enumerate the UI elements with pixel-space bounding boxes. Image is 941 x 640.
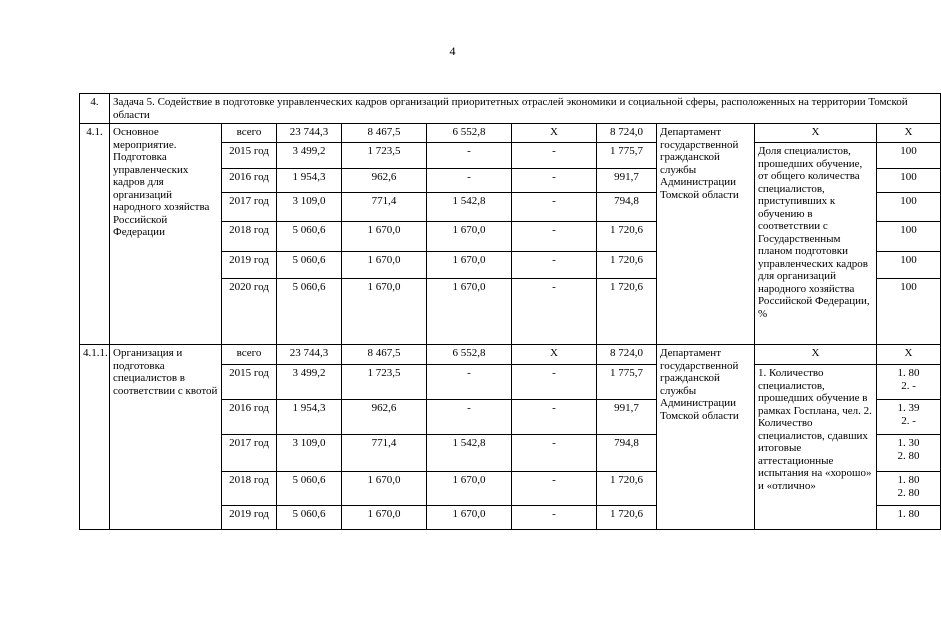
federal-cell: 1 723,5 [342, 143, 427, 169]
total-cell: 23 744,3 [277, 345, 342, 365]
total-cell: 5 060,6 [277, 222, 342, 252]
indicator-value: 100 [877, 169, 941, 193]
federal-cell: 1 670,0 [342, 506, 427, 530]
extrabudget-cell: 8 724,0 [597, 345, 657, 365]
indicator-value [877, 435, 941, 472]
total-cell: 1 954,3 [277, 169, 342, 193]
regional-cell: 1 670,0 [427, 279, 512, 345]
indicator-value-1: 1. 80 [897, 508, 920, 520]
year-cell: 2019 год [222, 252, 277, 279]
federal-cell: 1 670,0 [342, 279, 427, 345]
regional-cell: 1 670,0 [427, 506, 512, 530]
total-cell: 5 060,6 [277, 252, 342, 279]
item-name: Основное мероприятие. Подготовка управленческих кадров для организаций народного хозяйства Российской Федерации [110, 124, 222, 345]
indicator-text: Доля специалистов, прошедших обучение, от общего количества специалистов, приступивших к обучению в соответствии с Государственным планом подготовки управленческих кадров для организаций народного хозяйства Российской Федерации, % [755, 143, 877, 345]
task-number: 4. [80, 94, 110, 124]
indicator-value: 100 [877, 193, 941, 222]
extrabudget-cell: 1 720,6 [597, 279, 657, 345]
indicator-value-2: 2. - [901, 379, 916, 392]
regional-cell: 6 552,8 [427, 124, 512, 143]
year-cell: всего [222, 124, 277, 143]
regional-cell: - [427, 400, 512, 435]
indicator-value-2: 2. - [901, 414, 916, 427]
indicator-value-header: Х [877, 124, 941, 143]
total-cell: 3 109,0 [277, 193, 342, 222]
executor-cell: Департамент государственной гражданской службы Администрации Томской области [657, 124, 755, 345]
indicator-value: 100 [877, 279, 941, 345]
indicator-text: 1. Количество специалистов, прошедших обучение в рамках Госплана, чел. 2. Количество специалистов, сдавших итоговые аттестационные испытания на «хорошо» и «отлично» [755, 365, 877, 530]
extrabudget-cell: 1 720,6 [597, 506, 657, 530]
executor-cell: Департамент государственной гражданской службы Администрации Томской области [657, 345, 755, 530]
regional-cell: 1 542,8 [427, 435, 512, 472]
regional-cell: - [427, 365, 512, 400]
year-cell: 2017 год [222, 193, 277, 222]
indicator-value: 100 [877, 252, 941, 279]
year-cell: 2015 год [222, 365, 277, 400]
regional-cell: 1 670,0 [427, 472, 512, 506]
local-cell: - [512, 506, 597, 530]
extrabudget-cell: 991,7 [597, 169, 657, 193]
federal-cell: 8 467,5 [342, 124, 427, 143]
item-name: Организация и подготовка специалистов в соответствии с квотой [110, 345, 222, 530]
indicator-value [877, 506, 941, 530]
year-cell: 2018 год [222, 222, 277, 252]
local-cell: - [512, 472, 597, 506]
indicator-value [877, 400, 941, 435]
federal-cell: 1 670,0 [342, 222, 427, 252]
total-cell: 5 060,6 [277, 279, 342, 345]
table-row [80, 124, 941, 143]
task-text: Задача 5. Содействие в подготовке управленческих кадров организаций приоритетных отраслей экономики и социальной сферы, расположенных на территории Томской области [110, 94, 941, 124]
regional-cell: 1 670,0 [427, 252, 512, 279]
program-table [79, 93, 941, 530]
year-cell: 2017 год [222, 435, 277, 472]
indicator-value-1: 1. 30 [897, 437, 920, 449]
total-cell: 5 060,6 [277, 472, 342, 506]
federal-cell: 771,4 [342, 435, 427, 472]
indicator-value-1: 1. 80 [897, 474, 920, 486]
task-row [80, 94, 941, 124]
indicator-value-2: 2. 80 [897, 486, 920, 499]
local-cell: - [512, 143, 597, 169]
local-cell: - [512, 252, 597, 279]
local-cell: - [512, 365, 597, 400]
page-number: 4 [449, 44, 456, 58]
extrabudget-cell: 991,7 [597, 400, 657, 435]
extrabudget-cell: 1 775,7 [597, 143, 657, 169]
regional-cell: - [427, 169, 512, 193]
indicator-header: Х [755, 345, 877, 365]
year-cell: 2016 год [222, 400, 277, 435]
regional-cell: 1 542,8 [427, 193, 512, 222]
table-row [80, 345, 941, 365]
indicator-value-1: 1. 39 [897, 402, 920, 414]
indicator-header: Х [755, 124, 877, 143]
item-number: 4.1.1. [80, 345, 110, 530]
year-cell: 2020 год [222, 279, 277, 345]
federal-cell: 1 670,0 [342, 472, 427, 506]
federal-cell: 962,6 [342, 400, 427, 435]
federal-cell: 771,4 [342, 193, 427, 222]
extrabudget-cell: 1 720,6 [597, 472, 657, 506]
local-cell: - [512, 279, 597, 345]
indicator-value-1: 1. 80 [897, 367, 920, 379]
local-cell: - [512, 193, 597, 222]
local-cell: - [512, 400, 597, 435]
extrabudget-cell: 1 720,6 [597, 252, 657, 279]
extrabudget-cell: 1 775,7 [597, 365, 657, 400]
year-cell: всего [222, 345, 277, 365]
indicator-value-2: 2. 80 [897, 449, 920, 462]
local-cell: - [512, 435, 597, 472]
extrabudget-cell: 1 720,6 [597, 222, 657, 252]
total-cell: 3 499,2 [277, 143, 342, 169]
extrabudget-cell: 794,8 [597, 435, 657, 472]
local-cell: Х [512, 345, 597, 365]
indicator-value [877, 472, 941, 506]
year-cell: 2019 год [222, 506, 277, 530]
regional-cell: 1 670,0 [427, 222, 512, 252]
year-cell: 2016 год [222, 169, 277, 193]
federal-cell: 8 467,5 [342, 345, 427, 365]
indicator-value [877, 365, 941, 400]
extrabudget-cell: 8 724,0 [597, 124, 657, 143]
total-cell: 23 744,3 [277, 124, 342, 143]
local-cell: - [512, 169, 597, 193]
federal-cell: 1 670,0 [342, 252, 427, 279]
regional-cell: - [427, 143, 512, 169]
local-cell: - [512, 222, 597, 252]
indicator-value: 100 [877, 222, 941, 252]
indicator-value: 100 [877, 143, 941, 169]
total-cell: 3 109,0 [277, 435, 342, 472]
item-number: 4.1. [80, 124, 110, 345]
indicator-value-header: Х [877, 345, 941, 365]
local-cell: Х [512, 124, 597, 143]
total-cell: 5 060,6 [277, 506, 342, 530]
year-cell: 2018 год [222, 472, 277, 506]
extrabudget-cell: 794,8 [597, 193, 657, 222]
regional-cell: 6 552,8 [427, 345, 512, 365]
federal-cell: 962,6 [342, 169, 427, 193]
federal-cell: 1 723,5 [342, 365, 427, 400]
year-cell: 2015 год [222, 143, 277, 169]
total-cell: 3 499,2 [277, 365, 342, 400]
total-cell: 1 954,3 [277, 400, 342, 435]
